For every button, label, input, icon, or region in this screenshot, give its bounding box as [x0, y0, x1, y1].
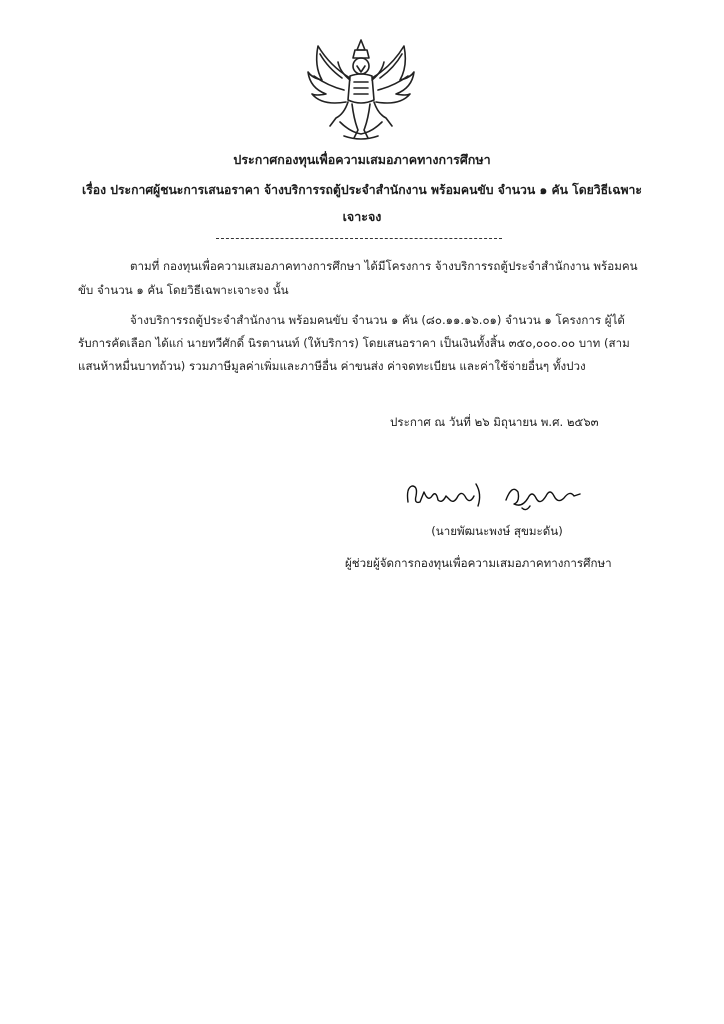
signer-name: (นายพัฒนะพงษ์ สุขมะดัน) [431, 524, 563, 538]
announcement-date: ประกาศ ณ วันที่ ๒๖ มิถุนายน พ.ศ. ๒๕๖๓ [390, 415, 599, 429]
header-divider [216, 238, 502, 239]
handwritten-signature [402, 474, 592, 514]
signer-position: ผู้ช่วยผู้จัดการกองทุนเพื่อความเสมอภาคทางการศึกษา [345, 556, 612, 570]
garuda-emblem-icon [300, 36, 422, 144]
paragraph-1-line-2: ขับ จำนวน ๑ คัน โดยวิธีเฉพาะเจาะจง นั้น [78, 283, 289, 297]
paragraph-2-line-1: จ้างบริการรถตู้ประจำสำนักงาน พร้อมคนขับ จำนวน ๑ คัน (๘๐.๑๑.๑๖.๐๑) จำนวน ๑ โครงการ ผู้ได้ [130, 313, 625, 327]
subject-line-2: เจาะจง [342, 209, 382, 224]
paragraph-1-line-1: ตามที่ กองทุนเพื่อความเสมอภาคทางการศึกษา ได้มีโครงการ จ้างบริการรถตู้ประจำสำนักงาน พร้อมคน [130, 259, 638, 273]
announcement-title: ประกาศกองทุนเพื่อความเสมอภาคทางการศึกษา [233, 152, 491, 167]
subject-line-1: เรื่อง ประกาศผู้ชนะการเสนอราคา จ้างบริการรถตู้ประจำสำนักงาน พร้อมคนขับ จำนวน ๑ คัน โดยวิธีเฉพาะ [82, 183, 642, 197]
paragraph-2-line-3: แสนห้าหมื่นบาทถ้วน) รวมภาษีมูลค่าเพิ่มและภาษีอื่น ค่าขนส่ง ค่าจดทะเบียน และค่าใช้จ่ายอื่นๆ ทั้งปวง [78, 359, 586, 373]
paragraph-2-line-2: รับการคัดเลือก ได้แก่ นายทวีศักดิ์ นิรตานนท์ (ให้บริการ) โดยเสนอราคา เป็นเงินทั้งสิ้น ๓๕๐,๐๐๐.๐๐ บาท (สาม [78, 336, 630, 350]
